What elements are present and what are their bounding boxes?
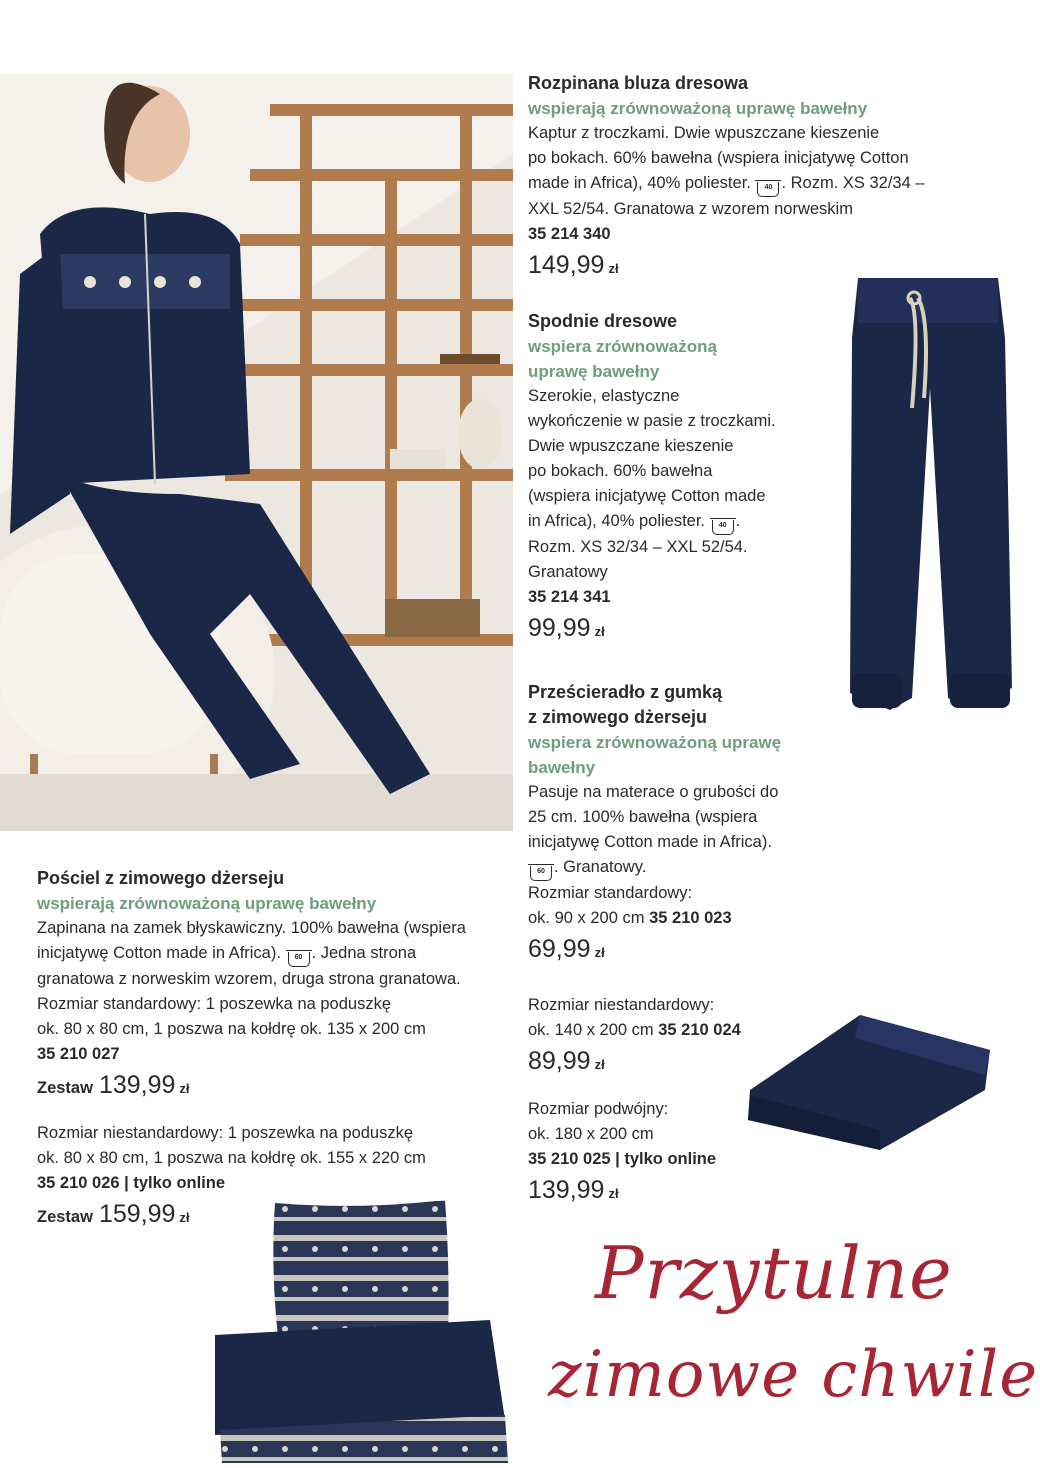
price: 149,99 zł [528,251,619,279]
navy-sweatpants-illustration [840,268,1015,716]
description-line: po bokach. 60% bawełna (wspiera inicjatywę Cotton [528,149,909,167]
eco-claim: bawełny [528,758,596,777]
description-line: inicjatywę Cotton made in Africa). [528,833,772,851]
description-line: Granatowy [528,563,608,581]
variant-size: ok. 90 x 200 cm 35 210 023 [528,909,732,927]
product-code: 35 210 027 [37,1045,120,1063]
bedding-photo [210,1195,510,1463]
folded-navy-sheet-illustration [740,1010,995,1155]
product-title: Prześcieradło z gumką [528,682,723,702]
description-line: po bokach. 60% bawełna [528,462,713,480]
wash-60-icon: 60 [530,866,552,881]
price: 139,99 zł [528,1176,619,1204]
product-title: Rozpinana bluza dresowa [528,73,749,93]
product-title: Spodnie dresowe [528,311,678,331]
eco-claim: wspierają zrównoważoną uprawę bawełny [528,99,868,118]
eco-claim: wspierają zrównoważoną uprawę bawełny [37,894,377,913]
variant-label: Rozmiar niestandardowy: 1 poszewka na poduszkę [37,1124,414,1142]
variant-label: ok. 80 x 80 cm, 1 poszwa na kołdrę ok. 155 x 220 cm [37,1149,426,1167]
nordic-bedding-illustration [210,1195,510,1463]
variant-label: Rozmiar podwójny: [528,1100,669,1118]
product-code: 35 210 024 [658,1021,741,1039]
eco-claim: uprawę bawełny [528,362,660,381]
price: 99,99 zł [528,614,605,642]
wash-40-icon: 40 [757,182,779,197]
variant-label: Rozmiar niestandardowy: [528,996,715,1014]
description-line: 25 cm. 100% bawełna (wspiera [528,808,758,826]
description-line: granatowa z norweskim wzorem, druga strona granatowa. [37,970,461,988]
variant-label: Rozmiar standardowy: 1 poszewka na poduszkę [37,995,392,1013]
description-line: Pasuje na materace o grubości do [528,783,779,801]
variant-size: ok. 140 x 200 cm 35 210 024 [528,1021,741,1039]
lifestyle-photo [0,74,513,831]
set-price: Zestaw 159,99 zł [37,1200,190,1228]
wash-60-icon: 60 [288,952,310,967]
description-line: Szerokie, elastyczne [528,387,680,405]
variant-size: ok. 180 x 200 cm [528,1125,654,1143]
description-line: Zapinana na zamek błyskawiczny. 100% bawełna (wspiera [37,919,466,937]
description-line: Rozm. XS 32/34 – XXL 52/54. [528,538,748,556]
bedding-product-block [37,866,527,1236]
description-line: inicjatywę Cotton made in Africa). 60 . Jedna strona [37,941,527,967]
description-line: (wspiera inicjatywę Cotton made [528,487,766,505]
description-line: in Africa), 40% poliester. 40 . [528,509,828,535]
description-line: wykończenie w pasie z troczkami. [528,412,776,430]
price: 89,99 zł [528,1047,605,1075]
product-code: 35 210 025 | tylko online [528,1150,717,1168]
variant-label: ok. 80 x 80 cm, 1 poszwa na kołdrę ok. 135 x 200 cm [37,1020,426,1038]
description-line: Dwie wpuszczane kieszenie [528,437,734,455]
description-line: 60 . Granatowy. [528,855,858,881]
product-title: Pościel z zimowego dżerseju [37,868,285,888]
variant-label: Rozmiar standardowy: [528,884,693,902]
price: 69,99 zł [528,935,605,963]
set-price: Zestaw 139,99 zł [37,1071,190,1099]
fitted-sheet-photo [740,1010,995,1155]
product-code: 35 210 023 [649,909,732,927]
woman-in-tracksuit-illustration [0,74,513,831]
hoodie-product-block [528,71,1028,287]
product-code: 35 210 026 | tylko online [37,1174,226,1192]
wash-40-icon: 40 [712,520,734,535]
eco-claim: wspiera zrównoważoną [528,337,717,356]
description-line: made in Africa), 40% poliester. 40 . Rozm. XS 32/34 – [528,171,1028,197]
pants-photo [840,268,1015,716]
product-title: z zimowego dżerseju [528,707,708,727]
product-code: 35 214 341 [528,588,611,606]
pants-product-block [528,309,828,650]
eco-claim: wspiera zrównoważoną uprawę [528,733,782,752]
description-line: XXL 52/54. Granatowa z wzorem norweskim [528,200,853,218]
slogan-line-1: Przytulne [595,1231,953,1315]
slogan-line-2: zimowe chwile [548,1338,1039,1412]
product-code: 35 214 340 [528,225,611,243]
description-line: Kaptur z troczkami. Dwie wpuszczane kieszenie [528,124,880,142]
